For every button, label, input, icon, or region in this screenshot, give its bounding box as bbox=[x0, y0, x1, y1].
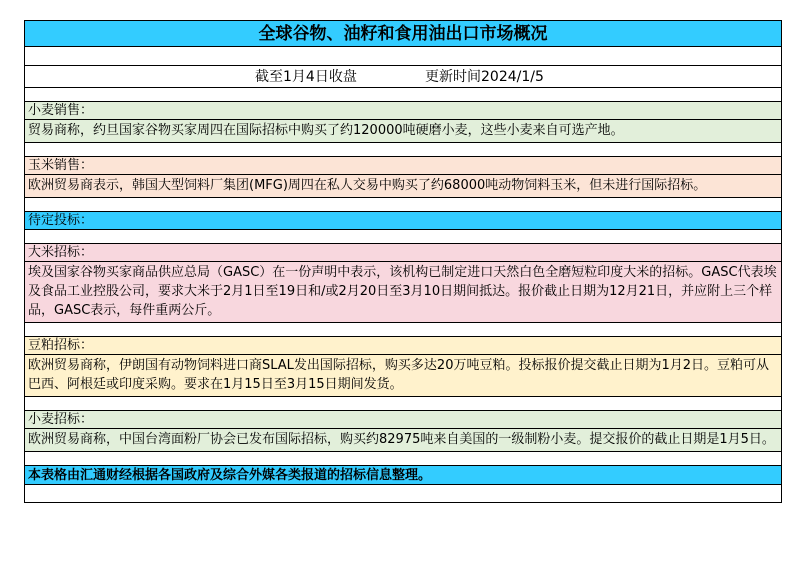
wheat-sales-label: 小麦销售： bbox=[25, 102, 781, 120]
corn-sales-text: 欧洲贸易商表示，韩国大型饲料厂集团(MFG)周四在私人交易中购买了约68000吨动物饲料玉米，但未进行国际招标。 bbox=[25, 175, 781, 198]
date-row bbox=[25, 66, 781, 88]
spacer-row bbox=[25, 485, 781, 503]
update-time: 更新时间2024/1/5 bbox=[425, 69, 544, 85]
spacer-row bbox=[25, 143, 781, 157]
pending-tenders-label: 待定投标： bbox=[25, 212, 781, 230]
spacer-row bbox=[25, 323, 781, 337]
soymeal-tender-label: 豆粕招标： bbox=[25, 337, 781, 355]
footer-note: 本表格由汇通财经根据各国政府及综合外媒各类报道的招标信息整理。 bbox=[25, 466, 781, 485]
soymeal-tender-text: 欧洲贸易商称，伊朗国有动物饲料进口商SLAL发出国际招标，购买多达20万吨豆粕。投标报价提交截止日期为1月2日。豆粕可从巴西、阿根廷或印度采购。要求在1月15日至3月15日期间发货。 bbox=[25, 355, 781, 397]
rice-tender-label: 大米招标： bbox=[25, 244, 781, 262]
page-title: 全球谷物、油籽和食用油出口市场概况 bbox=[25, 20, 781, 47]
wheat-sales-text: 贸易商称，约旦国家谷物买家周四在国际招标中购买了约120000吨硬磨小麦，这些小麦来自可选产地。 bbox=[25, 120, 781, 143]
wheat-tender-text: 欧洲贸易商称，中国台湾面粉厂协会已发布国际招标，购买约82975吨来自美国的一级制粉小麦。提交报价的截止日期是1月5日。 bbox=[25, 429, 781, 452]
close-date: 截至1月4日收盘 bbox=[255, 69, 357, 85]
corn-sales-label: 玉米销售： bbox=[25, 157, 781, 175]
spacer-row bbox=[25, 47, 781, 66]
spacer-row bbox=[25, 230, 781, 244]
spacer-row bbox=[25, 397, 781, 411]
wheat-tender-label: 小麦招标： bbox=[25, 411, 781, 429]
spacer-row bbox=[25, 88, 781, 102]
spacer-row bbox=[25, 198, 781, 212]
spacer-row bbox=[25, 452, 781, 466]
market-overview-sheet bbox=[24, 20, 782, 503]
rice-tender-text: 埃及国家谷物买家商品供应总局（GASC）在一份声明中表示，该机构已制定进口天然白色全磨短粒印度大米的招标。GASC代表埃及食品工业控股公司，要求大米于2月1日至19日和/或2月20日至3月10日期间抵达。报价截止日期为12月21日，并应附上三个样品，GASC表示，每件重两公斤。 bbox=[25, 262, 781, 323]
